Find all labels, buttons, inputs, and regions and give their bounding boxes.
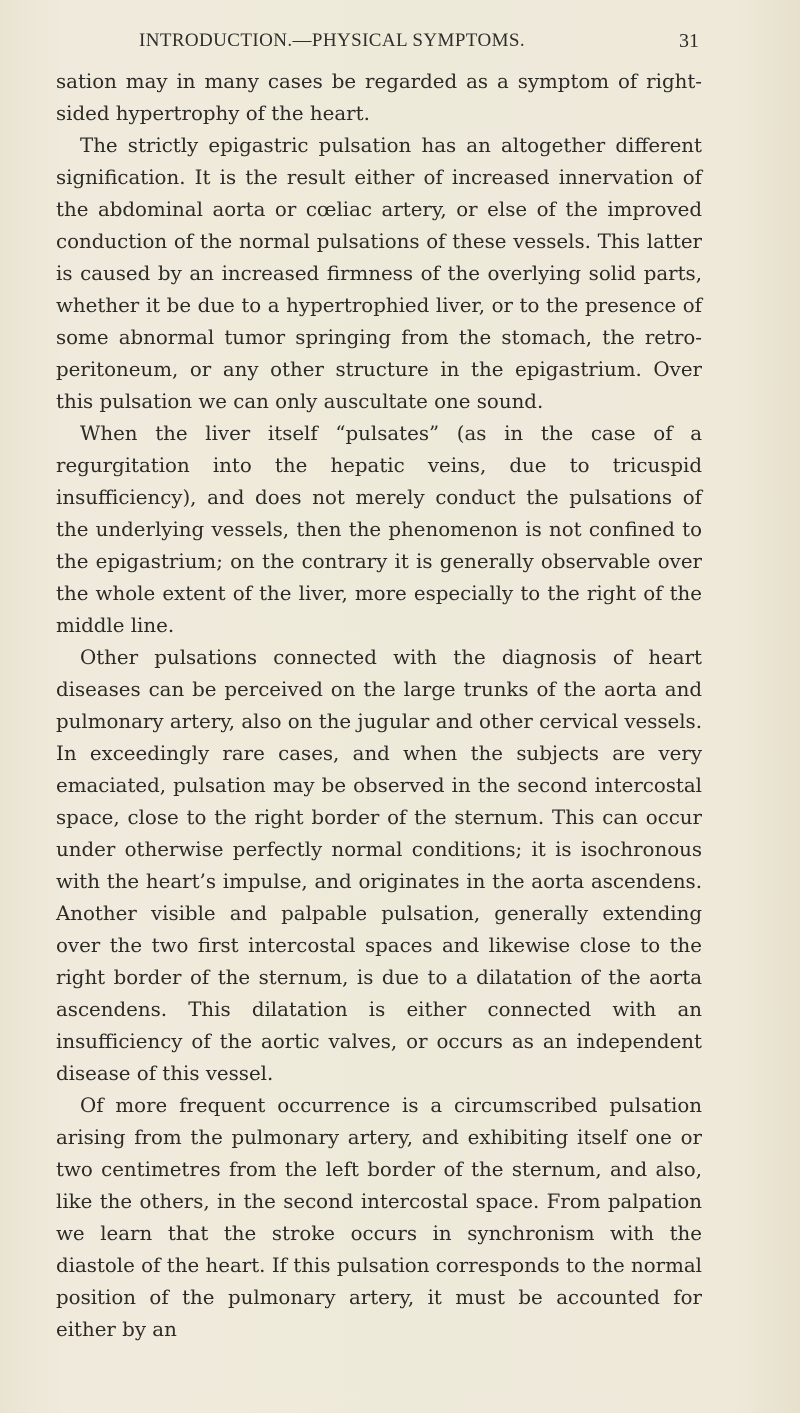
- running-title: INTRODUCTION.—PHYSICAL SYMPTOMS.: [139, 30, 525, 51]
- body-text: [56, 66, 702, 1346]
- paragraph-continuation: sation may in many cases be regarded as a symptom of right-sided hypertrophy of the heart.: [56, 70, 702, 125]
- running-header: [139, 30, 699, 60]
- paragraph-pulmonary-pulsation: Of more frequent occurrence is a circumscribed pulsation arising from the pulmonary artery, and exhibiting itself one or two centimetres from the left border of the sternum, and also, like the others, in the second intercostal space. From palpation we learn that the stroke occurs in synchronism with the diastole of the heart. If this pulsation corresponds to the normal position of the pulmonary artery, it must be accounted for either by an: [56, 1094, 702, 1341]
- page-number: 31: [679, 30, 699, 52]
- paragraph-other-pulsations: Other pulsations connected with the diagnosis of heart diseases can be perceived on the large trunks of the aorta and pulmonary artery, also on the jugular and other cervical vessels. In exceedingly rare cases, and when the subjects are very emaciated, pulsation may be observed in the second intercostal space, close to the right border of the sternum. This can occur under otherwise perfectly normal conditions; it is isochronous with the heart’s impulse, and originates in the aorta ascendens. Another visible and palpable pulsation, generally extending over the two first intercostal spaces and likewise close to the right border of the sternum, is due to a dilatation of the aorta ascendens. This dilatation is either connected with an insufficiency of the aortic valves, or occurs as an independent disease of this vessel.: [56, 646, 702, 1085]
- paragraph-epigastric-pulsation: The strictly epigastric pulsation has an altogether different signification. It is the result either of increased innervation of the abdominal aorta or cœliac artery, or else of the improved conduction of the normal pulsations of these vessels. This latter is caused by an increased firmness of the overlying solid parts, whether it be due to a hypertrophied liver, or to the presence of some abnormal tumor springing from the stomach, the retro-peritoneum, or any other structure in the epigastrium. Over this pulsation we can only auscultate one sound.: [56, 134, 702, 413]
- paragraph-liver-pulsation: When the liver itself “pulsates” (as in the case of a regurgitation into the hepatic veins, due to tricuspid insufficiency), and does not merely conduct the pulsations of the underlying vessels, then the phenomenon is not confined to the epigastrium; on the contrary it is generally observable over the whole extent of the liver, more especially to the right of the middle line.: [56, 422, 702, 637]
